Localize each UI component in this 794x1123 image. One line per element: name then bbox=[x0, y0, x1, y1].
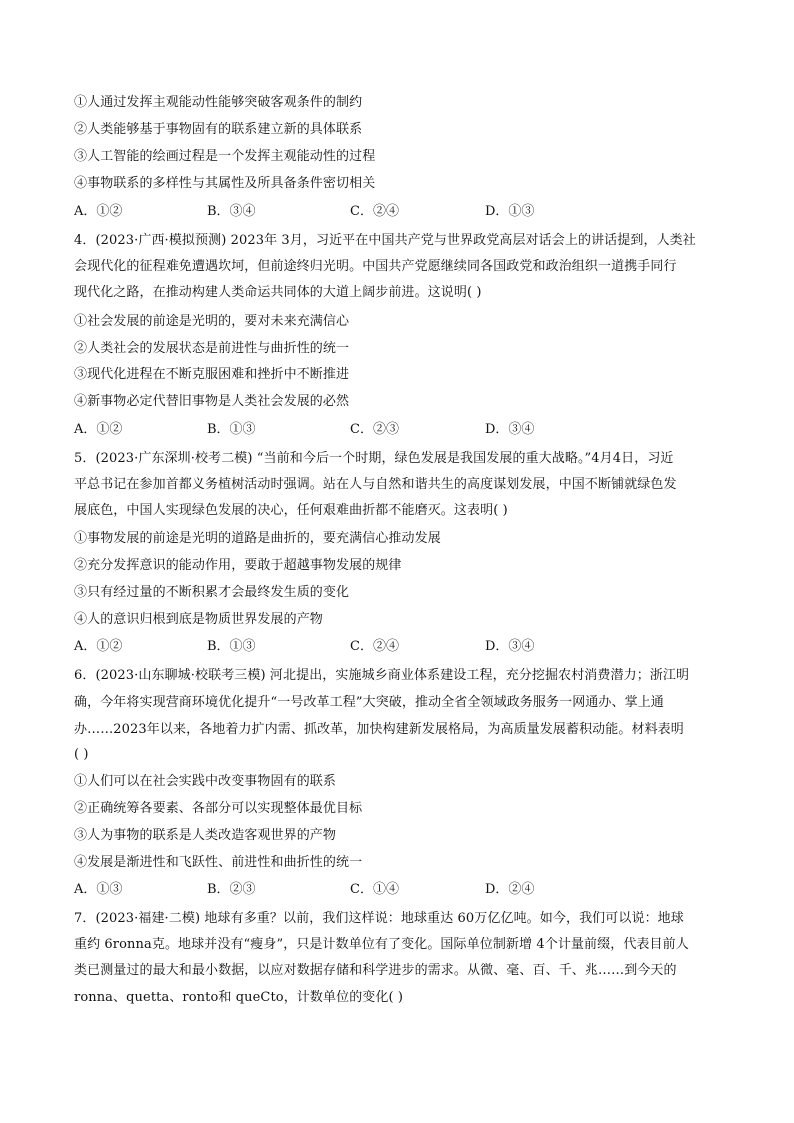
q6-stem-line-4: ( ) bbox=[74, 747, 89, 762]
q5-options bbox=[74, 638, 734, 656]
q3-option-a[interactable]: A．①② bbox=[74, 204, 123, 219]
q6-option-c[interactable]: C．①④ bbox=[350, 882, 399, 897]
q6-statement-4: ④发展是渐进性和飞跃性、前进性和曲折性的统一 bbox=[74, 855, 363, 870]
q4-stem-line-2: 会现代化的征程难免遭遇坎坷，但前途终归光明。中国共产党愿继续同各国政党和政治组织一道携手同行 bbox=[74, 259, 677, 274]
q6-option-d[interactable]: D．②④ bbox=[485, 882, 535, 897]
q5-stem-line-3: 展底色，中国人实现绿色发展的决心，任何艰难曲折都不能磨灭。这表明( ) bbox=[74, 503, 508, 518]
q3-options bbox=[74, 203, 734, 221]
q4-options bbox=[74, 421, 734, 439]
q4-option-d[interactable]: D．③④ bbox=[485, 422, 535, 437]
q7-stem-line-2: 重约 6ronna克。地球并没有“瘦身”，只是计数单位有了变化。国际单位制新增 4个计量前缀，代表目前人 bbox=[74, 937, 689, 952]
q5-statement-3: ③只有经过量的不断积累才会最终发生质的变化 bbox=[74, 585, 350, 600]
q7-stem-line-4: ronna、quetta、ronto和 queCto，计数单位的变化( ) bbox=[74, 990, 404, 1005]
q6-stem-line-2: 确，今年将实现营商环境优化提升“一号改革工程”大突破，推动全省全领域政务服务一网通办、掌上通 bbox=[74, 695, 664, 710]
q4-option-a[interactable]: A．①② bbox=[74, 422, 123, 437]
q3-statement-1: ①人通过发挥主观能动性能够突破客观条件的制约 bbox=[74, 95, 363, 110]
q5-stem-line-2: 平总书记在参加首都义务植树活动时强调。站在人与自然和谐共生的高度谋划发展，中国不断铺就绿色发 bbox=[74, 477, 677, 492]
q6-statement-1: ①人们可以在社会实践中改变事物固有的联系 bbox=[74, 774, 337, 789]
q3-statement-4: ④事物联系的多样性与其属性及所具备条件密切相关 bbox=[74, 176, 376, 191]
q4-stem-line-3: 现代化之路，在推动构建人类命运共同体的大道上阔步前进。这说明( ) bbox=[74, 285, 482, 300]
q4-statement-2: ②人类社会的发展状态是前进性与曲折性的统一 bbox=[74, 341, 350, 356]
q5-statement-2: ②充分发挥意识的能动作用，要敢于超越事物发展的规律 bbox=[74, 558, 402, 573]
q4-stem-line-1: 4．(2023·广西·模拟预测) 2023年 3月，习近平在中国共产党与世界政党高层对话会上的讲话提到，人类社 bbox=[74, 233, 696, 248]
q3-statement-3: ③人工智能的绘画过程是一个发挥主观能动性的过程 bbox=[74, 149, 376, 164]
q3-option-d[interactable]: D．①③ bbox=[485, 204, 535, 219]
q5-option-d[interactable]: D．③④ bbox=[485, 639, 535, 654]
q4-option-c[interactable]: C．②③ bbox=[350, 422, 399, 437]
q4-statement-3: ③现代化进程在不断克服困难和挫折中不断推进 bbox=[74, 367, 350, 382]
q4-option-b[interactable]: B．①③ bbox=[207, 422, 256, 437]
q3-option-c[interactable]: C．②④ bbox=[350, 204, 399, 219]
q6-option-b[interactable]: B．②③ bbox=[207, 882, 256, 897]
q6-stem-line-1: 6．(2023·山东聊城·校联考三模) 河北提出，实施城乡商业体系建设工程，充分挖掘农村消费潜力；浙江明 bbox=[74, 668, 690, 683]
q5-option-c[interactable]: C．②④ bbox=[350, 639, 399, 654]
q6-stem-line-3: 办……2023年以来，各地着力扩内需、抓改革，加快构建新发展格局，为高质量发展蓄积动能。材料表明 bbox=[74, 722, 684, 737]
q5-option-a[interactable]: A．①② bbox=[74, 639, 123, 654]
q6-statement-3: ③人为事物的联系是人类改造客观世界的产物 bbox=[74, 828, 337, 843]
q5-option-b[interactable]: B．①③ bbox=[207, 639, 256, 654]
q5-stem-line-1: 5．(2023·广东深圳·校考二模) “当前和今后一个时期，绿色发展是我国发展的重大战略。”4月4日，习近 bbox=[74, 451, 674, 466]
q6-statement-2: ②正确统筹各要素、各部分可以实现整体最优目标 bbox=[74, 801, 363, 816]
q5-statement-1: ①事物发展的前途是光明的道路是曲折的，要充满信心推动发展 bbox=[74, 531, 441, 546]
q6-option-a[interactable]: A．①③ bbox=[74, 882, 123, 897]
q7-stem-line-1: 7．(2023·福建·二模) 地球有多重？以前，我们这样说：地球重达 60万亿亿吨。如今，我们可以说：地球 bbox=[74, 911, 684, 926]
q4-statement-4: ④新事物必定代替旧事物是人类社会发展的必然 bbox=[74, 394, 350, 409]
q6-options bbox=[74, 881, 734, 899]
q3-statement-2: ②人类能够基于事物固有的联系建立新的具体联系 bbox=[74, 122, 363, 137]
q4-statement-1: ①社会发展的前途是光明的，要对未来充满信心 bbox=[74, 314, 350, 329]
q7-stem-line-3: 类已测量过的最大和最小数据，以应对数据存储和科学进步的需求。从微、毫、百、千、兆……到今天的 bbox=[74, 963, 677, 978]
q3-option-b[interactable]: B．③④ bbox=[207, 204, 256, 219]
q5-statement-4: ④人的意识归根到底是物质世界发展的产物 bbox=[74, 612, 323, 627]
